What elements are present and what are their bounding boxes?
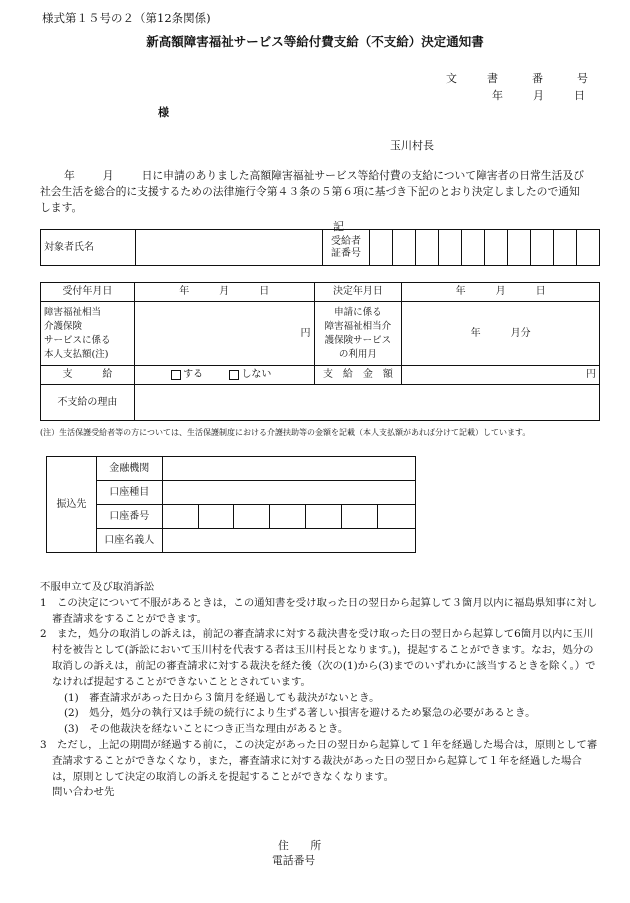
recipient-number-label: 受給者 証番号 — [323, 230, 370, 266]
account-holder-label: 口座名義人 — [96, 529, 162, 553]
footnote: (注）生活保護受給者等の方については、生活保護制度における介護扶助等の金額を記載（本人支払額があれば分けて記載）しています。 — [40, 428, 531, 437]
copay-amount-field[interactable]: 円 — [134, 302, 314, 366]
non-payment-reason-label: 不支給の理由 — [41, 385, 135, 421]
subject-name-label: 対象者氏名 — [41, 230, 136, 266]
ki-mark: 記 — [333, 220, 344, 233]
account-number-digit[interactable] — [378, 505, 416, 529]
recipient-number-digit[interactable] — [462, 230, 485, 266]
sender: 玉川村長 — [390, 139, 434, 152]
payment-no-label: しない — [241, 369, 272, 380]
contact-heading: 問い合わせ先 — [52, 786, 115, 799]
payment-options — [134, 366, 314, 385]
appeal-section — [40, 580, 600, 801]
payment-yes-checkbox[interactable] — [171, 370, 181, 380]
doc-number-char: 番 — [532, 72, 543, 85]
intro-text: 日に申請のありました高額障害福祉サービス等給付費の支給について障害者の日常生活及び社会生活を総合的に支援するための法律施行令第４３条の５第６項に基づき下記のとおり決定しましたので通知します。 — [40, 169, 585, 214]
account-number-digit[interactable] — [342, 505, 378, 529]
account-number-digit[interactable] — [198, 505, 234, 529]
appeal-sub-3: (3) その他裁決を経ないことにつき正当な理由があるとき。 — [64, 723, 349, 736]
contact-block — [272, 838, 321, 868]
receipt-date-field[interactable]: 年 月 日 — [134, 283, 314, 302]
copay-label: 障害福祉相当 介護保険 サービスに係る 本人支払額(注) — [41, 302, 135, 366]
account-number-label: 口座番号 — [96, 505, 162, 529]
payment-yes-label: する — [183, 369, 204, 380]
addressee-suffix: 様 — [158, 106, 169, 119]
date-unit-month: 月 — [533, 89, 544, 102]
appeal-item-1: 1 この決定について不服があるときは，この通知書を受け取った日の翌日から起算して３箇月以内に福島県知事に対し審査請求をすることができます。 — [40, 596, 598, 625]
appeal-item-3: 3 ただし，上記の期間が経過する前に，この決定があった日の翌日から起算して１年を経過した場合は，原則として審査請求することができなくなり，また，審査請求に対する裁決があった日の翌日から起算して１年を経過した場合は，原則として決定の取消しの訴えを提起することができなくなります。 — [40, 738, 598, 783]
document-number-label — [446, 70, 588, 86]
document-title: 新高額障害福祉サービス等給付費支給（不支給）決定通知書 — [146, 34, 484, 49]
decision-table — [40, 282, 600, 421]
account-holder-field[interactable] — [162, 529, 415, 553]
receipt-date-label: 受付年月日 — [41, 283, 135, 302]
account-type-field[interactable] — [162, 481, 415, 505]
recipient-number-digit[interactable] — [531, 230, 554, 266]
appeal-sub-1: (1) 審査請求があった日から３箇月を経過しても裁決がないとき。 — [64, 691, 380, 704]
usage-month-field[interactable]: 年 月分 — [402, 302, 600, 366]
form-number: 様式第１５号の２（第12条関係) — [42, 11, 211, 25]
subject-table — [40, 229, 600, 266]
phone-label: 電話番号 — [272, 854, 316, 867]
recipient-number-digit[interactable] — [439, 230, 462, 266]
account-number-digit[interactable] — [270, 505, 306, 529]
subject-name-field[interactable] — [136, 230, 323, 266]
date-unit-day: 日 — [574, 89, 585, 102]
intro-paragraph — [40, 168, 588, 216]
recipient-number-digit[interactable] — [370, 230, 393, 266]
doc-number-char: 号 — [577, 72, 588, 85]
payment-amount-field[interactable]: 円 — [402, 366, 600, 385]
appeal-heading: 不服申立て及び取消訴訟 — [40, 581, 155, 593]
account-number-digit[interactable] — [306, 505, 342, 529]
intro-year: 年 — [64, 169, 75, 182]
recipient-number-digit[interactable] — [485, 230, 508, 266]
account-number-digit[interactable] — [162, 505, 198, 529]
decision-date-field[interactable]: 年 月 日 — [402, 283, 600, 302]
payment-amount-label: 支 給 金 額 — [314, 366, 402, 385]
recipient-number-digit[interactable] — [416, 230, 439, 266]
appeal-sub-2: (2) 処分，処分の執行又は手続の続行により生ずる著しい損害を避けるため緊急の必要があるとき。 — [64, 707, 536, 720]
decision-date-label: 決定年月日 — [314, 283, 402, 302]
recipient-number-digit[interactable] — [554, 230, 577, 266]
payment-label: 支 給 — [41, 366, 135, 385]
transfer-label: 振込先 — [47, 457, 97, 553]
recipient-number-digit[interactable] — [508, 230, 531, 266]
institution-label: 金融機関 — [96, 457, 162, 481]
account-type-label: 口座種目 — [96, 481, 162, 505]
issue-date — [492, 87, 585, 103]
bank-table — [46, 456, 416, 553]
recipient-number-digit[interactable] — [577, 230, 600, 266]
non-payment-reason-field[interactable] — [134, 385, 599, 421]
doc-number-char: 書 — [487, 72, 498, 85]
address-label: 住 所 — [278, 839, 322, 852]
recipient-number-digit[interactable] — [393, 230, 416, 266]
account-number-digit[interactable] — [234, 505, 270, 529]
appeal-item-2: 2 また，処分の取消しの訴えは，前記の審査請求に対する裁決書を受け取った日の翌日から起算して6箇月以内に玉川村を被告として(訴訟において玉川村を代表する者は玉川村長となります。)，提起することができます。なお，処分の取消しの訴えは，前記の審査請求に対する裁決を経た後（次の(1)から(3)までのいずれかに該当するときを除く。）でなければ提起することができないこととされています。 — [40, 628, 596, 688]
usage-month-label: 申請に係る 障害福祉相当介 護保険サービス の利用月 — [314, 302, 402, 366]
intro-month: 月 — [102, 169, 114, 182]
date-unit-year: 年 — [492, 89, 503, 102]
payment-no-checkbox[interactable] — [229, 370, 239, 380]
doc-number-char: 文 — [446, 72, 457, 85]
institution-field[interactable] — [162, 457, 415, 481]
